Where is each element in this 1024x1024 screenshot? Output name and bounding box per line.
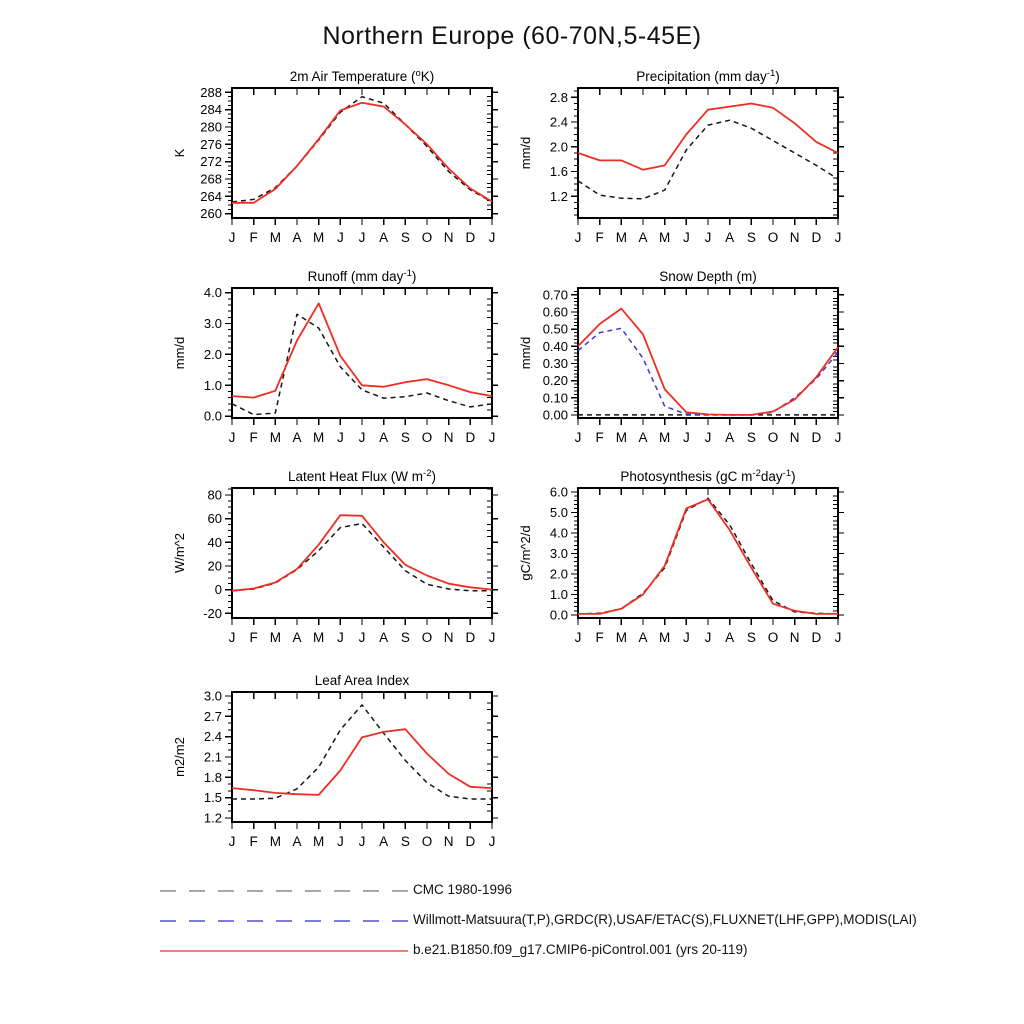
x-tick-label: J [704,230,712,245]
series-line-0 [232,705,492,799]
x-tick-label: A [292,834,302,849]
x-tick-label: M [269,630,281,645]
y-tick-label: 0.70 [542,287,568,303]
x-axis [229,692,496,849]
y-axis-label: mm/d [172,336,187,370]
x-tick-label: J [358,834,366,849]
chart-air-temperature [172,68,498,245]
legend-label: CMC 1980-1996 [413,882,513,897]
x-tick-label: M [269,230,281,245]
series-line-1 [578,328,838,415]
plot-frame [578,488,838,618]
x-tick-label: N [443,630,454,645]
x-tick-label: M [659,630,671,645]
y-tick-label: 1.0 [203,377,222,393]
series-line-1 [232,303,492,397]
y-tick-label: 2.4 [203,729,222,745]
x-tick-label: M [615,630,627,645]
y-tick-label: 284 [200,102,222,118]
x-tick-label: A [725,630,735,645]
y-tick-label: -20 [203,605,222,621]
x-tick-label: J [488,834,496,849]
x-tick-label: D [811,630,822,645]
x-tick-label: J [488,630,496,645]
x-tick-label: N [443,834,454,849]
plot-frame [578,288,838,418]
x-tick-label: S [746,230,756,245]
y-tick-label: 5.0 [549,505,568,521]
y-tick-label: 0.20 [542,373,568,389]
x-tick-label: J [682,230,690,245]
y-axis [550,485,844,623]
x-tick-label: O [421,630,433,645]
x-tick-label: J [834,630,842,645]
x-tick-label: A [638,230,648,245]
x-tick-label: S [400,230,410,245]
y-tick-label: 0.60 [542,304,568,320]
y-tick-label: 2.0 [203,346,222,362]
legend-label: b.e21.B1850.f09_g17.CMIP6-piControl.001 (yrs 20-119) [413,942,748,957]
x-tick-label: J [358,230,366,245]
x-tick-label: M [313,230,325,245]
y-axis [203,488,498,621]
x-tick-label: J [574,430,582,445]
plot-frame [232,288,492,418]
chart-title: Latent Heat Flux (W $m^{-2}$) [288,468,436,484]
x-tick-label: A [379,630,389,645]
y-tick-label: 20 [207,558,222,574]
y-tick-label: 6.0 [549,484,568,500]
x-axis [229,88,496,245]
x-tick-label: N [789,430,800,445]
y-tick-label: 268 [200,171,222,187]
y-tick-label: 2.8 [549,89,568,105]
x-tick-label: M [313,630,325,645]
x-tick-label: D [811,230,822,245]
x-tick-label: J [336,630,344,645]
x-tick-label: O [421,430,433,445]
y-tick-label: 1.5 [203,790,222,806]
x-tick-label: N [789,630,800,645]
x-axis [575,88,842,245]
x-tick-label: O [767,630,779,645]
x-tick-label: N [443,430,454,445]
x-tick-label: J [574,230,582,245]
series-line-1 [232,515,492,591]
x-tick-label: M [615,230,627,245]
x-tick-label: D [465,230,476,245]
series-line-0 [232,524,492,591]
y-tick-label: 2.0 [549,566,568,582]
plot-frame [232,692,492,822]
x-tick-label: A [292,230,302,245]
x-tick-label: F [249,834,258,849]
series-line-0 [232,97,492,202]
series-line-1 [232,729,492,795]
x-tick-label: A [725,430,735,445]
chart-runoff [172,268,498,445]
x-tick-label: M [659,430,671,445]
chart-latent-heat-flux [172,468,498,645]
x-tick-label: J [682,630,690,645]
chart-title: Runoff (mm day$^{-1}$) [307,268,417,284]
y-tick-label: 280 [200,119,222,135]
y-axis-label: K [172,148,187,158]
x-tick-label: J [682,430,690,445]
chart-photosynthesis [518,468,844,645]
x-tick-label: J [336,230,344,245]
y-tick-label: 272 [200,154,222,170]
x-tick-label: O [421,834,433,849]
x-tick-label: M [313,834,325,849]
y-tick-label: 0.30 [542,355,568,371]
y-axis [550,90,844,215]
x-tick-label: S [746,630,756,645]
x-tick-label: A [725,230,735,245]
chart-title: Snow Depth (m) [659,269,757,284]
y-axis [204,689,498,826]
y-axis [543,287,844,422]
x-tick-label: A [379,834,389,849]
x-tick-label: J [358,430,366,445]
series-line-2 [578,309,838,415]
x-tick-label: S [746,430,756,445]
y-axis-label: mm/d [518,136,533,170]
x-tick-label: F [249,230,258,245]
x-tick-label: N [443,230,454,245]
y-tick-label: 2.0 [549,139,568,155]
x-tick-label: J [834,230,842,245]
x-tick-label: J [488,430,496,445]
x-tick-label: J [228,630,236,645]
x-tick-label: M [313,430,325,445]
x-tick-label: J [228,834,236,849]
x-tick-label: D [465,430,476,445]
x-tick-label: J [704,430,712,445]
y-tick-label: 3.0 [203,688,222,704]
y-tick-label: 40 [207,534,222,550]
y-tick-label: 80 [207,487,222,503]
x-tick-label: J [228,230,236,245]
y-tick-label: 3.0 [203,316,222,332]
y-axis-label: mm/d [518,336,533,370]
x-tick-label: A [292,630,302,645]
x-tick-label: O [421,230,433,245]
y-tick-label: 2.4 [549,114,568,130]
x-tick-label: J [488,230,496,245]
x-tick-label: D [811,430,822,445]
y-tick-label: 0.10 [542,390,568,406]
y-tick-label: 0 [214,582,222,598]
y-tick-label: 264 [200,188,222,204]
x-tick-label: J [336,430,344,445]
series-line-1 [232,103,492,203]
chart-snow-depth [518,269,844,445]
y-tick-label: 0.40 [542,338,568,354]
x-tick-label: S [400,630,410,645]
y-tick-label: 1.0 [549,586,568,602]
series-line-1 [578,499,838,614]
x-tick-label: A [379,230,389,245]
y-tick-label: 4.0 [549,525,568,541]
y-tick-label: 2.1 [203,749,222,765]
x-tick-label: O [767,430,779,445]
plot-frame [578,88,838,218]
y-tick-label: 0.50 [542,321,568,337]
x-tick-label: M [269,430,281,445]
series-line-0 [578,498,838,614]
x-tick-label: M [615,430,627,445]
x-axis [229,288,496,445]
chart-title: Photosynthesis (gC $m^{-2}day^{-1}$) [620,468,796,484]
y-tick-label: 0.0 [203,408,222,424]
y-axis-label: W/m^2 [172,532,187,574]
x-tick-label: D [465,630,476,645]
x-axis [229,488,496,645]
x-tick-label: F [249,630,258,645]
x-tick-label: A [638,430,648,445]
chart-title: 2m Air Temperature ($^o$K) [289,68,435,84]
y-axis-label: m2/m2 [172,737,187,777]
x-tick-label: S [400,834,410,849]
chart-precipitation [518,68,844,245]
y-tick-label: 2.7 [203,708,222,724]
x-tick-label: A [292,430,302,445]
y-tick-label: 1.6 [549,164,568,180]
x-tick-label: M [269,834,281,849]
x-tick-label: M [659,230,671,245]
page-title: Northern Europe (60-70N,5-45E) [322,22,702,50]
x-axis [575,288,842,445]
y-tick-label: 60 [207,511,222,527]
y-tick-label: 276 [200,136,222,152]
x-tick-label: J [704,630,712,645]
y-tick-label: 3.0 [549,546,568,562]
x-tick-label: A [379,430,389,445]
y-tick-label: 1.2 [549,188,568,204]
x-tick-label: J [336,834,344,849]
x-tick-label: F [595,430,604,445]
series-line-0 [232,314,492,414]
series-line-1 [578,104,838,170]
chart-title: Leaf Area Index [314,673,410,688]
x-tick-label: F [595,230,604,245]
x-tick-label: S [400,430,410,445]
y-tick-label: 4.0 [203,285,222,301]
y-tick-label: 1.2 [203,810,222,826]
y-axis-label: gC/m^2/d [518,525,533,581]
chart-title: Precipitation (mm day$^{-1}$) [636,68,780,84]
x-tick-label: O [767,230,779,245]
x-tick-label: N [789,230,800,245]
x-axis [575,488,842,645]
y-tick-label: 0.0 [549,607,568,623]
y-tick-label: 260 [200,206,222,222]
chart-leaf-area-index [172,673,498,849]
plot-frame [232,88,492,218]
x-tick-label: F [595,630,604,645]
x-tick-label: J [228,430,236,445]
plot-frame [232,488,492,618]
x-tick-label: J [574,630,582,645]
x-tick-label: D [465,834,476,849]
legend-label: Willmott-Matsuura(T,P),GRDC(R),USAF/ETAC(S),FLUXNET(LHF,GPP),MODIS(LAI) [413,912,917,927]
x-tick-label: A [638,630,648,645]
x-tick-label: F [249,430,258,445]
x-tick-label: J [834,430,842,445]
x-tick-label: J [358,630,366,645]
y-tick-label: 288 [200,84,222,100]
y-tick-label: 1.8 [203,769,222,785]
y-tick-label: 0.00 [542,407,568,423]
